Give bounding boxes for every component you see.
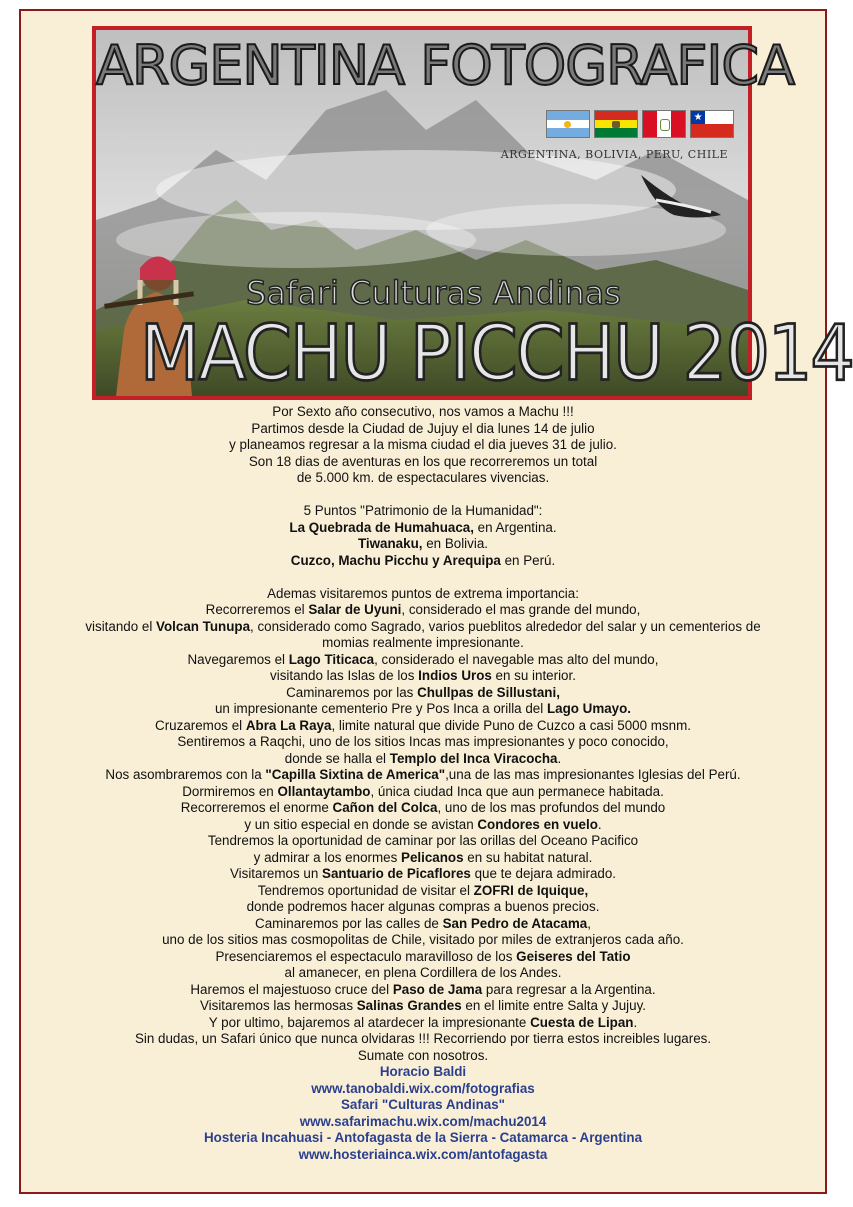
- banner-image: [92, 26, 853, 400]
- intro-line: Son 18 dias de aventuras en los que recorreremos un total: [248, 453, 598, 469]
- intro-line: de 5.000 km. de espectaculares vivencias.: [296, 470, 550, 485]
- body-line: Ademas visitaremos puntos de extrema importancia:: [267, 585, 579, 601]
- link-fotografias[interactable]: www.tanobaldi.wix.com/fotografias: [311, 1080, 535, 1096]
- body-line: Navegaremos el Lago Titicaca, considerado el navegable mas alto del mundo,: [187, 651, 659, 667]
- bolivia-flag: [594, 110, 638, 138]
- patrimonio-item: Tiwanaku, en Bolivia.: [357, 536, 488, 551]
- author-name: Horacio Baldi: [379, 1064, 467, 1079]
- body-line: Sentiremos a Raqchi, uno de los sitios Incas mas impresionantes y poco conocido,: [177, 734, 669, 749]
- body-line: uno de los sitios mas cosmopolitas de Chile, visitado por miles de extranjeros cada año.: [162, 932, 684, 947]
- link-antofagasta[interactable]: www.hosteriainca.wix.com/antofagasta: [298, 1146, 548, 1162]
- patrimonio-item: La Quebrada de Humahuaca, en Argentina.: [289, 519, 557, 535]
- banner-title: ARGENTINA FOTOGRAFICA: [96, 34, 795, 97]
- banner-main-title: MACHU PICCHU 2014: [140, 308, 853, 399]
- body-line: Visitaremos un Santuario de Picaflores que te dejara admirado.: [229, 866, 617, 881]
- body-line: Recorreremos el enorme Cañon del Colca, uno de los mas profundos del mundo: [180, 800, 666, 815]
- body-line: Cruzaremos el Abra La Raya, limite natural que divide Puno de Cuzco a casi 5000 msnm.: [155, 717, 691, 733]
- body-line: Caminaremos por las Chullpas de Sillustani,: [286, 684, 560, 700]
- body-line: Tendremos oportunidad de visitar el ZOFRI de Iquique,: [257, 882, 589, 898]
- body-line: Presenciaremos el espectaculo maravilloso de los Geiseres del Tatio: [215, 948, 631, 964]
- argentina-flag: [546, 110, 590, 138]
- body-line: Haremos el majestuoso cruce del Paso de Jama para regresar a la Argentina.: [190, 981, 656, 997]
- hosteria-name: Hosteria Incahuasi - Antofagasta de la Sierra - Catamarca - Argentina: [203, 1130, 643, 1145]
- countries-caption: ARGENTINA, BOLIVIA, PERU, CHILE: [500, 148, 728, 161]
- article-body: [19, 404, 827, 1163]
- intro-line: Por Sexto año consecutivo, nos vamos a Machu !!!: [272, 404, 574, 419]
- body-line: Sumate con nosotros.: [357, 1047, 489, 1063]
- body-line: Nos asombraremos con la "Capilla Sixtina de America",una de las mas impresionantes Iglesias del Perú.: [105, 767, 741, 782]
- banner-subtitle: Safari Culturas Andinas: [246, 274, 621, 312]
- peru-flag: [642, 110, 686, 138]
- intro-line: Partimos desde la Ciudad de Jujuy el dia lunes 14 de julio: [251, 420, 595, 436]
- body-line: y un sitio especial en donde se avistan Condores en vuelo.: [244, 816, 602, 832]
- body-line: donde podremos hacer algunas compras a buenos precios.: [246, 899, 600, 914]
- link-machu2014[interactable]: www.safarimachu.wix.com/machu2014: [299, 1113, 547, 1129]
- body-line: y admirar a los enormes Pelicanos en su habitat natural.: [253, 849, 593, 865]
- patrimonio-heading: 5 Puntos "Patrimonio de la Humanidad":: [303, 503, 543, 518]
- body-line: Caminaremos por las calles de San Pedro de Atacama,: [255, 915, 591, 931]
- chile-flag: ★: [690, 110, 734, 138]
- body-line: Y por ultimo, bajaremos al atardecer la impresionante Cuesta de Lipan.: [208, 1014, 638, 1030]
- body-line: Visitaremos las hermosas Salinas Grandes en el limite entre Salta y Jujuy.: [199, 998, 647, 1013]
- patrimonio-item: Cuzco, Machu Picchu y Arequipa en Perú.: [290, 552, 556, 568]
- body-line: visitando el Volcan Tunupa, considerado como Sagrado, varios pueblitos alrededor del salar y un cementerios de: [85, 618, 761, 634]
- safari-name: Safari "Culturas Andinas": [341, 1097, 505, 1112]
- body-line: donde se halla el Templo del Inca Viracocha.: [284, 750, 562, 766]
- body-line: Tendremos la oportunidad de caminar por las orillas del Oceano Pacifico: [207, 833, 639, 848]
- body-line: Recorreremos el Salar de Uyuni, considerado el mas grande del mundo,: [205, 602, 641, 617]
- body-line: al amanecer, en plena Cordillera de los Andes.: [284, 965, 562, 980]
- body-line: Sin dudas, un Safari único que nunca olvidaras !!! Recorriendo por tierra estos increibles lugares.: [134, 1031, 712, 1046]
- body-line: un impresionante cementerio Pre y Pos Inca a orilla del Lago Umayo.: [214, 701, 632, 716]
- intro-line: y planeamos regresar a la misma ciudad el dia jueves 31 de julio.: [229, 437, 617, 452]
- body-line: Dormiremos en Ollantaytambo, única ciudad Inca que aun permanece habitada.: [182, 783, 664, 799]
- flags-row: [546, 110, 734, 138]
- body-line: visitando las Islas de los Indios Uros en su interior.: [270, 668, 576, 683]
- body-line: momias realmente impresionante.: [322, 635, 524, 650]
